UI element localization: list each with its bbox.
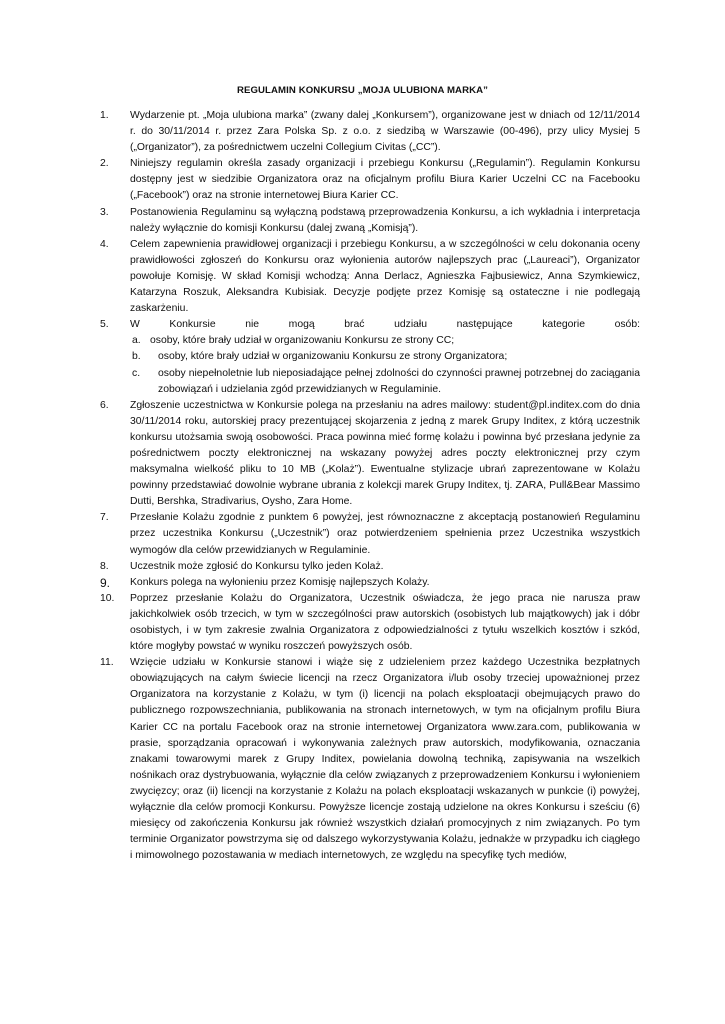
sub-item-text: osoby niepełnoletnie lub nieposiadające pełnej zdolności do czynności prawnej potrzebnej do zaciągania zobowiązań i udzielania zgód przewidzianych w Regulaminie. (158, 367, 640, 395)
rule-item (100, 205, 640, 237)
rule-number: 6. (100, 399, 109, 411)
rules-list (100, 108, 640, 864)
rule-item (100, 237, 640, 317)
sub-item-text: osoby, które brały udział w organizowaniu Konkursu ze strony Organizatora; (158, 351, 508, 363)
rule-item (100, 510, 640, 558)
rule-number: 11. (100, 657, 114, 669)
rule-item (100, 108, 640, 156)
sub-item (130, 366, 640, 398)
rule-text: Konkurs polega na wyłonieniu przez Komisję najlepszych Kolaży. (130, 576, 430, 588)
rule-text: Wydarzenie pt. „Moja ulubiona marka” (zwany dalej „Konkursem”), organizowane jest w dniach od 12/11/2014 r. do 30/11/2014 r. przez Zara Polska Sp. z o.o. z siedzibą w Warszawie (00-496), przy ulicy Mysiej 5 („Organizator”), za pośrednictwem uczelni Collegium Civitas („CC”). (130, 110, 640, 154)
rule-number: 3. (100, 206, 109, 218)
sub-item (130, 349, 640, 365)
rule-text: Zgłoszenie uczestnictwa w Konkursie polega na przesłaniu na adres mailowy: student@pl.inditex.com do dnia 30/11/2014 roku, autorskiej pracy prezentującej skojarzenia z jedną z marek Grupy Inditex, z którą uczestnik konkursu utożsamia swoją osobowości. Praca powinna mieć formę kolażu i powinna być przesłana jedynie za pośrednictwem poczty elektronicznej na wskazany powyżej adres poczty elektronicznej przy czym maksymalna wielkość pliku to 10 MB („Kolaż”). Ewentualne stylizacje ubrań zaprezentowane w Kolażu powinny przedstawiać dowolnie wybrane ubrania z kolekcji marek Grupy Inditex, tj. ZARA, Pull&Bear Massimo Dutti, Bershka, Stradivarius, Oysho, Zara Home. (130, 399, 640, 508)
rule-text: Uczestnik może zgłosić do Konkursu tylko jeden Kolaż. (130, 560, 384, 572)
rule-number: 10. (100, 592, 115, 604)
rule-item (100, 559, 640, 575)
rule-item (100, 317, 640, 397)
rule-item (100, 591, 640, 655)
rule-number: 8. (100, 560, 109, 572)
sub-item-text: osoby, które brały udział w organizowaniu Konkursu ze strony CC; (150, 335, 455, 347)
excluded-persons-list (130, 333, 640, 397)
rule-number: 2. (100, 158, 109, 170)
sub-item (130, 333, 640, 349)
rule-text: Przesłanie Kolażu zgodnie z punktem 6 powyżej, jest równoznaczne z akceptacją postanowień Regulaminu przez uczestnika Konkursu („Uczestnik”) oraz potwierdzeniem spełnienia przez Uczestnika wszystkich wymogów dla celów przewidzianych w Regulaminie. (130, 512, 640, 556)
rule-item (100, 398, 640, 511)
rule-text: Wzięcie udziału w Konkursie stanowi i wiąże się z udzieleniem przez każdego Uczestnika bezpłatnych obowiązujących na całym świecie licencji na rzecz Organizatora i/lub osoby trzeciej upoważnionej przez Organizatora na korzystanie z Kolażu, w tym (i) licencji na polach eksploatacji obejmujących prawo do publicznego rozpowszechniania, publikowania na stronach internetowych, w tym na oficjalnym profilu Biura Karier CC na portalu Facebook oraz na stronie internetowej Organizatora www.zara.com, publikowania w prasie, sporządzania opracowań i wykonywania zależnych praw autorskich, modyfikowania, oznaczania znakami towarowymi marek z Grupy Inditex, powielania dowolną techniką, zapisywania na wszelkich nośnikach oraz dystrybuowania, wyłącznie dla celów związanych z przeprowadzeniem Konkursu i wyłonieniem zwycięzcy; oraz (ii) licencji na korzystanie z Kolażu na polach eksploatacji wskazanych w punkcie (i) powyżej, wyłącznie dla celów promocji Konkursu. Powyższe licencje zostają udzielone na okres Konkursu i sześciu (6) miesięcy od zakończenia Konkursu jak również wszystkich działań promocyjnych z nim związanych. Po tym terminie Organizator powstrzyma się od dalszego wykorzystywania Kolażu, jednakże w przypadku ich ciągłego i mimowolnego pozostawania w mediach internetowych, ze względu na specyfikę tych mediów, (130, 657, 640, 862)
sub-item-letter: c. (132, 367, 141, 379)
rule-text: Poprzez przesłanie Kolażu do Organizatora, Uczestnik oświadcza, że jego praca nie narusza praw jakichkolwiek osób trzecich, w tym w szczególności praw autorskich (osobistych lub majątkowych) jak i dóbr osobistych, i w tym zakresie zwalnia Organizatora z odpowiedzialności z tytułu wszelkich kosztów i szkód, które mogłyby powstać w wyniku roszczeń powyższych osób. (130, 592, 640, 653)
rule-text: Celem zapewnienia prawidłowej organizacji i przebiegu Konkursu, a w szczególności w celu dokonania oceny prawidłowości zgłoszeń do Konkursu oraz wyłonienia autorów najlepszych prac („Laureaci”), Organizator powołuje Komisję. W skład Komisji wchodzą: Anna Derlacz, Agnieszka Fajbusiewicz, Anna Szymkiewicz, Katarzyna Roszuk, Aleksandra Kubisiak. Decyzje podjęte przez Komisję są ostateczne i nie podlegają zaskarżeniu. (130, 238, 640, 315)
rule-number: 9. (100, 575, 111, 590)
document-title: REGULAMIN KONKURSU „MOJA ULUBIONA MARKA” (236, 85, 489, 96)
rule-number: 5. (100, 319, 109, 331)
rule-item (100, 575, 640, 591)
rule-text: Niniejszy regulamin określa zasady organizacji i przebiegu Konkursu („Regulamin”). Regulamin Konkursu dostępny jest w siedzibie Organizatora oraz na oficjalnym profilu Biura Karier Uczelni CC na Facebooku („Facebook”) oraz na stronie internetowej Biura Karier CC. (130, 158, 640, 202)
rule-item (100, 655, 640, 864)
rule-item (100, 156, 640, 204)
rule-text: W Konkursie nie mogą brać udziału następujące kategorie osób: (130, 319, 640, 331)
sub-item-letter: b. (132, 351, 141, 363)
sub-item-letter: a. (132, 335, 141, 347)
rule-number: 4. (100, 238, 109, 250)
rule-text: Postanowienia Regulaminu są wyłączną podstawą przeprowadzenia Konkursu, a ich wykładnia i interpretacja należy wyłącznie do komisji Konkursu (dalej zwaną „Komisją”). (130, 206, 640, 234)
rule-number: 1. (100, 110, 109, 121)
rule-number: 7. (100, 512, 109, 524)
